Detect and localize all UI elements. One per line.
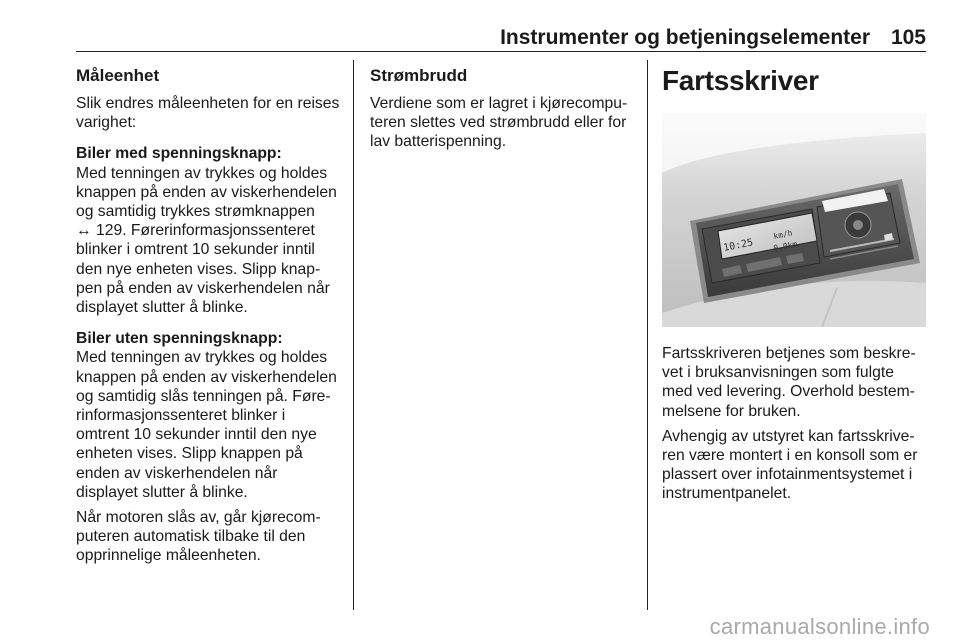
lcd-odometer: 0,0km (772, 239, 799, 253)
paragraph-without-switch (76, 329, 344, 502)
column-2 (370, 66, 636, 164)
text-line: knappen på enden av viskerhendelen (76, 368, 337, 386)
tachograph-paragraph-2 (662, 427, 928, 504)
tachograph-photo (662, 113, 926, 327)
text-line: instrumentpanelet. (662, 485, 792, 503)
watermark: carmanualsonline.info (709, 614, 930, 639)
engine-off-paragraph (76, 508, 344, 566)
text-line: Fartsskriveren betjenes som beskre- (662, 345, 916, 362)
text-line: vet i bruksanvisningen som fulgte (662, 364, 894, 382)
power-loss-paragraph (370, 94, 636, 152)
text-line: Med tenningen av trykkes og holdes (76, 349, 328, 367)
text-line: enden av viskerhendelen når (76, 464, 278, 482)
column-3-text (662, 344, 928, 516)
page-reference-line: ↔ 129. Førerinformasjonssenteret (76, 222, 315, 240)
header-rule (76, 51, 926, 52)
text-line: ren være montert i en konsoll som er (662, 447, 918, 465)
text-line: og samtidig slås tenningen på. Føre- (76, 387, 331, 405)
text-line: rinformasjonssenteret blinker i (76, 407, 286, 425)
page-header (76, 26, 926, 50)
lcd-time: 10:25 (722, 237, 755, 254)
text-line: lav batterispenning. (370, 133, 507, 151)
text-line: Avhengig av utstyret kan fartsskrive- (662, 427, 915, 445)
text-line: den nye enheten vises. Slipp knap- (76, 260, 321, 278)
text-line: Når motoren slås av, går kjørecom- (76, 509, 321, 527)
text-line: Med tenningen av trykkes og holdes (76, 164, 328, 182)
text-line: og samtidig trykkes strømknappen (76, 203, 315, 221)
text-line: blinker i omtrent 10 sekunder inntil (76, 241, 315, 259)
intro-paragraph (76, 94, 344, 132)
text-line: puteren automatisk tilbake til den (76, 528, 306, 546)
text-line: enheten vises. Slipp knappen på (76, 445, 303, 463)
column-1 (76, 66, 344, 578)
section-heading-maleenhet: Måleenhet (76, 66, 160, 85)
text-line: Verdiene som er lagret i kjørecompu- (370, 95, 628, 112)
page-number: 105 (890, 26, 926, 49)
text-line: med ved levering. Overhold bestem- (662, 383, 915, 401)
section-heading-strombrudd: Strømbrudd (370, 66, 468, 85)
text-line: displayet slutter å blinke. (76, 299, 248, 317)
chapter-title: Instrumenter og betjeningselementer (500, 26, 870, 49)
lcd-unit: km/h (772, 228, 794, 241)
text-line: knappen på enden av viskerhendelen (76, 183, 337, 201)
text-line: opprinnelige måleenheten. (76, 547, 261, 565)
text-line: melsene for bruken. (662, 402, 801, 420)
column-divider-1 (353, 60, 354, 610)
subheading-without-switch: Biler uten spenningsknapp: (76, 330, 283, 348)
column-divider-2 (647, 60, 648, 610)
text-line: plassert over infotainmentsystemet i (662, 466, 913, 484)
paragraph-with-switch (76, 144, 344, 317)
tachograph-paragraph-1 (662, 344, 928, 421)
text-line: omtrent 10 sekunder inntil den nye (76, 426, 317, 444)
section-heading-fartsskriver: Fartsskriver (662, 65, 819, 96)
column-3 (662, 66, 928, 96)
subheading-with-switch: Biler med spenningsknapp: (76, 145, 282, 163)
text-line: pen på enden av viskerhendelen når (76, 279, 330, 297)
text-line: displayet slutter å blinke. (76, 483, 248, 501)
text-line: teren slettes ved strømbrudd eller for (370, 114, 627, 132)
text-line: Slik endres måleenheten for en reises (76, 95, 340, 112)
text-line: varighet: (76, 114, 137, 132)
